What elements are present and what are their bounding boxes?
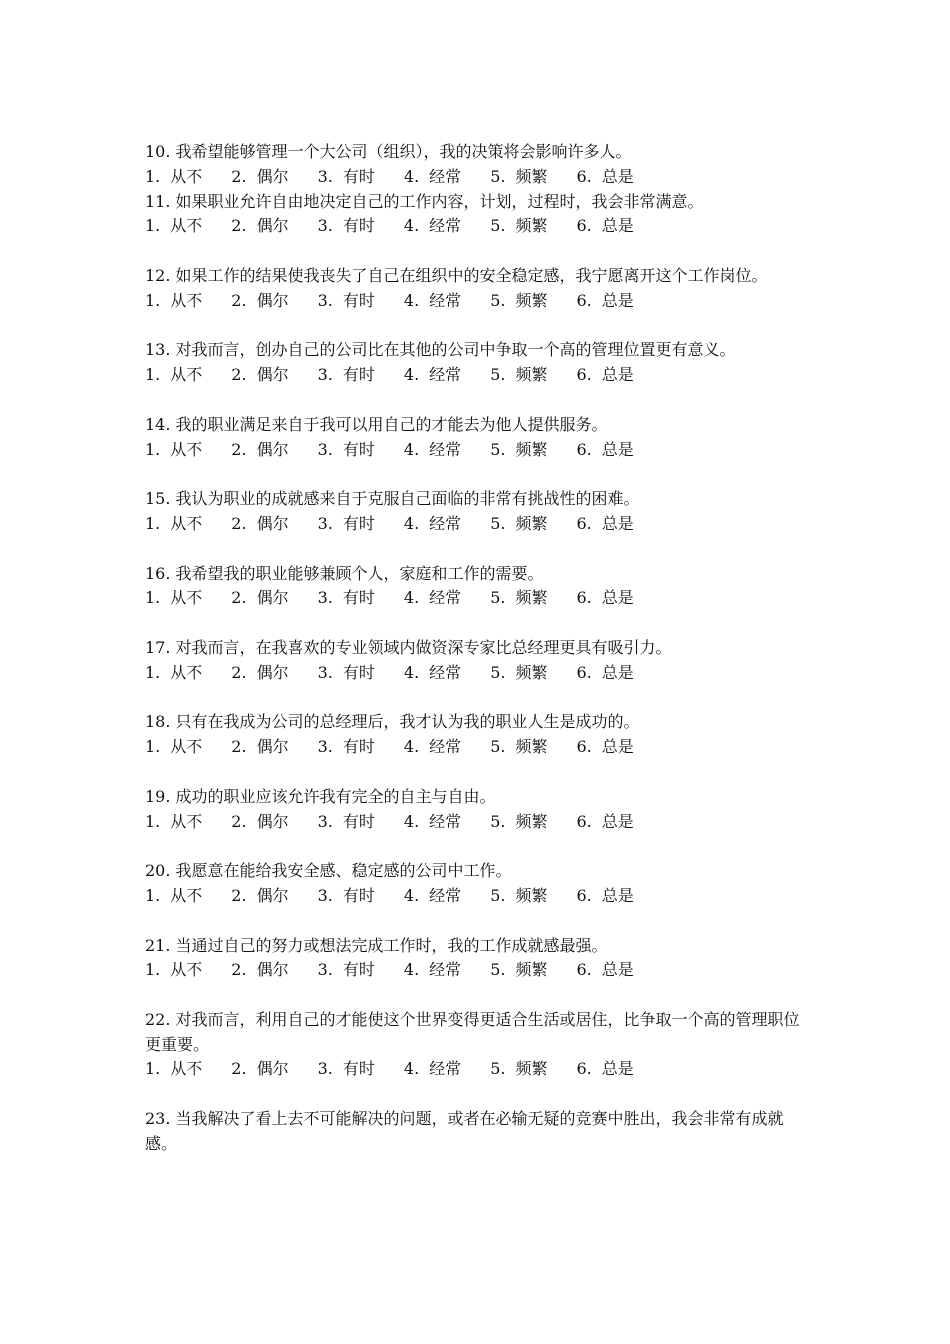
option-frequently[interactable]: 5. 频繁 (490, 662, 548, 682)
answer-scale (145, 363, 810, 388)
option-never[interactable]: 1. 从不 (145, 662, 203, 682)
question-text: 17. 对我而言，在我喜欢的专业领域内做资深专家比总经理更具有吸引力。 (145, 637, 672, 657)
answer-scale (145, 438, 810, 463)
option-sometimes[interactable]: 3. 有时 (317, 588, 375, 608)
question-text: 22. 对我而言，利用自己的才能使这个世界变得更适合生活或居住，比争取一个高的管理职位更重要。 (145, 1009, 800, 1054)
question-text: 10. 我希望能够管理一个大公司（组织），我的决策将会影响许多人。 (145, 142, 632, 161)
option-occasionally[interactable]: 2. 偶尔 (231, 216, 289, 236)
option-never[interactable]: 1. 从不 (145, 513, 203, 533)
answer-scale (145, 214, 810, 239)
option-sometimes[interactable]: 3. 有时 (317, 513, 375, 533)
option-frequently[interactable]: 5. 频繁 (490, 513, 548, 533)
option-sometimes[interactable]: 3. 有时 (317, 166, 375, 186)
question-text: 14. 我的职业满足来自于我可以用自己的才能去为他人提供服务。 (145, 414, 608, 434)
option-always[interactable]: 6. 总是 (576, 365, 634, 385)
question-text: 11. 如果职业允许自由地决定自己的工作内容，计划，过程时，我会非常满意。 (145, 191, 704, 211)
option-never[interactable]: 1. 从不 (145, 216, 203, 236)
option-frequently[interactable]: 5. 频繁 (490, 960, 548, 980)
option-always[interactable]: 6. 总是 (576, 588, 634, 608)
option-often[interactable]: 4. 经常 (403, 365, 462, 385)
answer-scale (145, 512, 810, 537)
question-item-13 (145, 338, 810, 388)
option-occasionally[interactable]: 2. 偶尔 (231, 166, 289, 186)
question-item-22 (145, 1008, 810, 1082)
option-occasionally[interactable]: 2. 偶尔 (231, 737, 289, 757)
option-often[interactable]: 4. 经常 (403, 811, 462, 831)
option-often[interactable]: 4. 经常 (403, 439, 462, 459)
option-occasionally[interactable]: 2. 偶尔 (231, 885, 289, 905)
option-always[interactable]: 6. 总是 (576, 737, 634, 757)
option-sometimes[interactable]: 3. 有时 (317, 737, 375, 757)
option-often[interactable]: 4. 经常 (403, 513, 462, 533)
option-sometimes[interactable]: 3. 有时 (317, 216, 375, 236)
option-always[interactable]: 6. 总是 (576, 811, 634, 831)
answer-scale (145, 810, 810, 835)
option-always[interactable]: 6. 总是 (576, 290, 634, 310)
option-always[interactable]: 6. 总是 (576, 1059, 634, 1079)
answer-scale (145, 586, 810, 611)
option-occasionally[interactable]: 2. 偶尔 (231, 662, 289, 682)
answer-scale (145, 1057, 810, 1082)
question-item-19 (145, 785, 810, 835)
option-occasionally[interactable]: 2. 偶尔 (231, 365, 289, 385)
question-text: 13. 对我而言，创办自己的公司比在其他的公司中争取一个高的管理位置更有意义。 (145, 340, 736, 360)
question-text: 15. 我认为职业的成就感来自于克服自己面临的非常有挑战性的困难。 (145, 489, 640, 509)
option-never[interactable]: 1. 从不 (145, 439, 203, 459)
question-item-12 (145, 264, 810, 314)
option-sometimes[interactable]: 3. 有时 (317, 960, 375, 980)
answer-scale (145, 958, 810, 983)
option-never[interactable]: 1. 从不 (145, 290, 203, 310)
option-often[interactable]: 4. 经常 (403, 216, 462, 236)
question-text: 16. 我希望我的职业能够兼顾个人，家庭和工作的需要。 (145, 563, 544, 583)
option-never[interactable]: 1. 从不 (145, 166, 203, 186)
option-never[interactable]: 1. 从不 (145, 365, 203, 385)
option-frequently[interactable]: 5. 频繁 (490, 1059, 548, 1079)
option-occasionally[interactable]: 2. 偶尔 (231, 588, 289, 608)
option-often[interactable]: 4. 经常 (403, 290, 462, 310)
question-text: 19. 成功的职业应该允许我有完全的自主与自由。 (145, 786, 496, 806)
option-always[interactable]: 6. 总是 (576, 662, 634, 682)
option-sometimes[interactable]: 3. 有时 (317, 885, 375, 905)
option-often[interactable]: 4. 经常 (403, 960, 462, 980)
question-text: 20. 我愿意在能给我安全感、稳定感的公司中工作。 (145, 861, 512, 881)
question-text: 18. 只有在我成为公司的总经理后，我才认为我的职业人生是成功的。 (145, 712, 640, 732)
option-always[interactable]: 6. 总是 (576, 513, 634, 533)
question-item-20 (145, 859, 810, 909)
option-often[interactable]: 4. 经常 (403, 1059, 462, 1079)
option-often[interactable]: 4. 经常 (403, 588, 462, 608)
question-text: 21. 当通过自己的努力或想法完成工作时，我的工作成就感最强。 (145, 935, 608, 955)
option-frequently[interactable]: 5. 频繁 (490, 365, 548, 385)
option-occasionally[interactable]: 2. 偶尔 (231, 960, 289, 980)
option-sometimes[interactable]: 3. 有时 (317, 290, 375, 310)
question-item-11 (145, 190, 810, 240)
answer-scale (145, 735, 810, 760)
question-text: 23. 当我解决了看上去不可能解决的问题，或者在必输无疑的竞赛中胜出，我会非常有成就感。 (145, 1109, 784, 1153)
option-never[interactable]: 1. 从不 (145, 811, 203, 831)
option-often[interactable]: 4. 经常 (403, 166, 462, 186)
question-item-21 (145, 934, 810, 984)
question-item-18 (145, 710, 810, 760)
option-sometimes[interactable]: 3. 有时 (317, 662, 375, 682)
option-occasionally[interactable]: 2. 偶尔 (231, 1059, 289, 1079)
option-never[interactable]: 1. 从不 (145, 588, 203, 608)
option-frequently[interactable]: 5. 频繁 (490, 290, 548, 310)
option-frequently[interactable]: 5. 频繁 (490, 439, 548, 459)
questionnaire-page (145, 140, 810, 1157)
option-occasionally[interactable]: 2. 偶尔 (231, 290, 289, 310)
option-sometimes[interactable]: 3. 有时 (317, 365, 375, 385)
option-always[interactable]: 6. 总是 (576, 166, 634, 186)
option-often[interactable]: 4. 经常 (403, 737, 462, 757)
option-frequently[interactable]: 5. 频繁 (490, 811, 548, 831)
option-frequently[interactable]: 5. 频繁 (490, 216, 548, 236)
question-item-10 (145, 140, 810, 190)
option-often[interactable]: 4. 经常 (403, 885, 462, 905)
answer-scale (145, 661, 810, 686)
option-always[interactable]: 6. 总是 (576, 960, 634, 980)
answer-scale (145, 165, 810, 190)
option-frequently[interactable]: 5. 频繁 (490, 737, 548, 757)
option-always[interactable]: 6. 总是 (576, 885, 634, 905)
option-never[interactable]: 1. 从不 (145, 737, 203, 757)
question-item-23 (145, 1107, 810, 1157)
answer-scale (145, 289, 810, 314)
option-occasionally[interactable]: 2. 偶尔 (231, 439, 289, 459)
option-frequently[interactable]: 5. 频繁 (490, 166, 548, 186)
option-often[interactable]: 4. 经常 (403, 662, 462, 682)
option-sometimes[interactable]: 3. 有时 (317, 811, 375, 831)
answer-scale (145, 884, 810, 909)
option-never[interactable]: 1. 从不 (145, 885, 203, 905)
option-occasionally[interactable]: 2. 偶尔 (231, 513, 289, 533)
option-occasionally[interactable]: 2. 偶尔 (231, 811, 289, 831)
option-always[interactable]: 6. 总是 (576, 216, 634, 236)
option-sometimes[interactable]: 3. 有时 (317, 439, 375, 459)
question-item-17 (145, 636, 810, 686)
question-item-16 (145, 562, 810, 612)
option-never[interactable]: 1. 从不 (145, 1059, 203, 1079)
option-never[interactable]: 1. 从不 (145, 960, 203, 980)
option-frequently[interactable]: 5. 频繁 (490, 885, 548, 905)
question-text: 12. 如果工作的结果使我丧失了自己在组织中的安全稳定感，我宁愿离开这个工作岗位。 (145, 265, 768, 285)
option-frequently[interactable]: 5. 频繁 (490, 588, 548, 608)
question-item-14 (145, 413, 810, 463)
question-item-15 (145, 487, 810, 537)
option-sometimes[interactable]: 3. 有时 (317, 1059, 375, 1079)
option-always[interactable]: 6. 总是 (576, 439, 634, 459)
